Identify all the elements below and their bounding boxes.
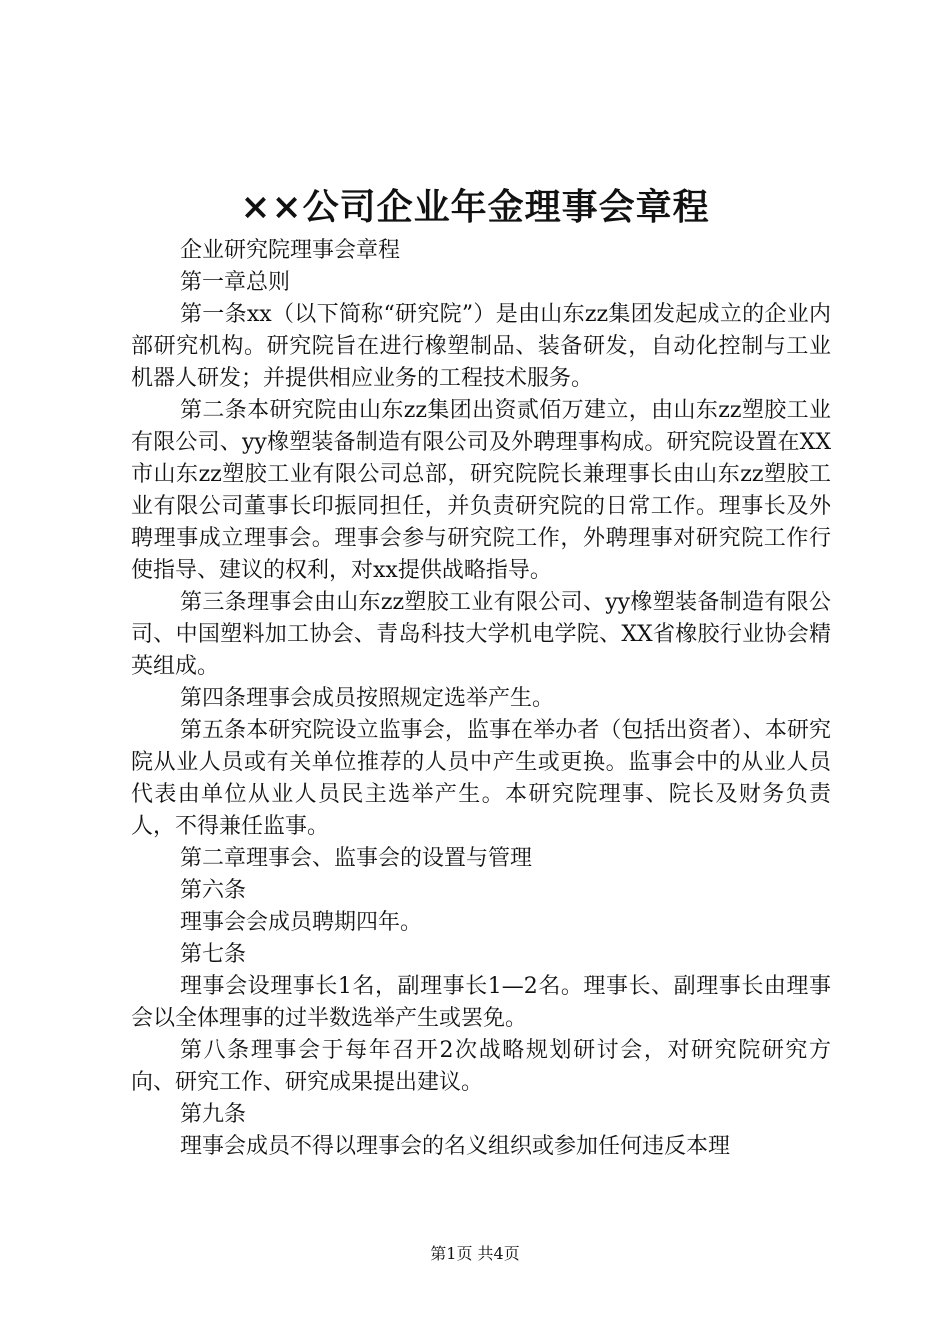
paragraph-article-4: 第四条理事会成员按照规定选举产生。 [180, 686, 555, 711]
paragraph-article-1: 第一条xx（以下简称“研究院”）是由山东zz集团发起成立的企业内部研究机构。研究院旨在进行橡塑制品、装备研发，自动化控制与工业机器人研发；并提供相应业务的工程技术服务。 [131, 302, 831, 391]
paragraph-article-6-heading: 第六条 [180, 878, 247, 903]
page-footer: 第1页 共4页 [430, 1244, 520, 1263]
paragraph-subtitle: 企业研究院理事会章程 [180, 238, 401, 263]
paragraph-article-9-body: 理事会成员不得以理事会的名义组织或参加任何违反本理 [180, 1134, 731, 1159]
paragraph-article-8: 第八条理事会于每年召开2次战略规划研讨会，对研究院研究方向、研究工作、研究成果提出建议。 [131, 1038, 831, 1095]
paragraph-chapter-2: 第二章理事会、监事会的设置与管理 [180, 846, 533, 871]
paragraph-article-6-body: 理事会会成员聘期四年。 [180, 910, 423, 935]
document-title: ××公司企业年金理事会章程 [240, 186, 710, 228]
paragraph-article-5: 第五条本研究院设立监事会，监事在举办者（包括出资者）、本研究院从业人员或有关单位推荐的人员中产生或更换。监事会中的从业人员代表由单位从业人员民主选举产生。本研究院理事、院长及财务负责人，不得兼任监事。 [131, 718, 831, 839]
paragraph-article-7-body: 理事会设理事长1名，副理事长1—2名。理事长、副理事长由理事会以全体理事的过半数选举产生或罢免。 [131, 974, 831, 1031]
paragraph-article-2: 第二条本研究院由山东zz集团出资贰佰万建立，由山东zz塑胶工业有限公司、yy橡塑装备制造有限公司及外聘理事构成。研究院设置在XX市山东zz塑胶工业有限公司总部，研究院院长兼理事长由山东zz塑胶工业有限公司董事长印振同担任，并负责研究院的日常工作。理事长及外聘理事成立理事会。理事会参与研究院工作，外聘理事对研究院工作行使指导、建议的权利，对xx提供战略指导。 [131, 398, 831, 583]
document-body [131, 235, 831, 1163]
paragraph-article-9-heading: 第九条 [180, 1102, 247, 1127]
paragraph-article-7-heading: 第七条 [180, 942, 247, 967]
paragraph-chapter-1: 第一章总则 [180, 270, 291, 295]
paragraph-article-3: 第三条理事会由山东zz塑胶工业有限公司、yy橡塑装备制造有限公司、中国塑料加工协会、青岛科技大学机电学院、XX省橡胶行业协会精英组成。 [131, 590, 831, 679]
